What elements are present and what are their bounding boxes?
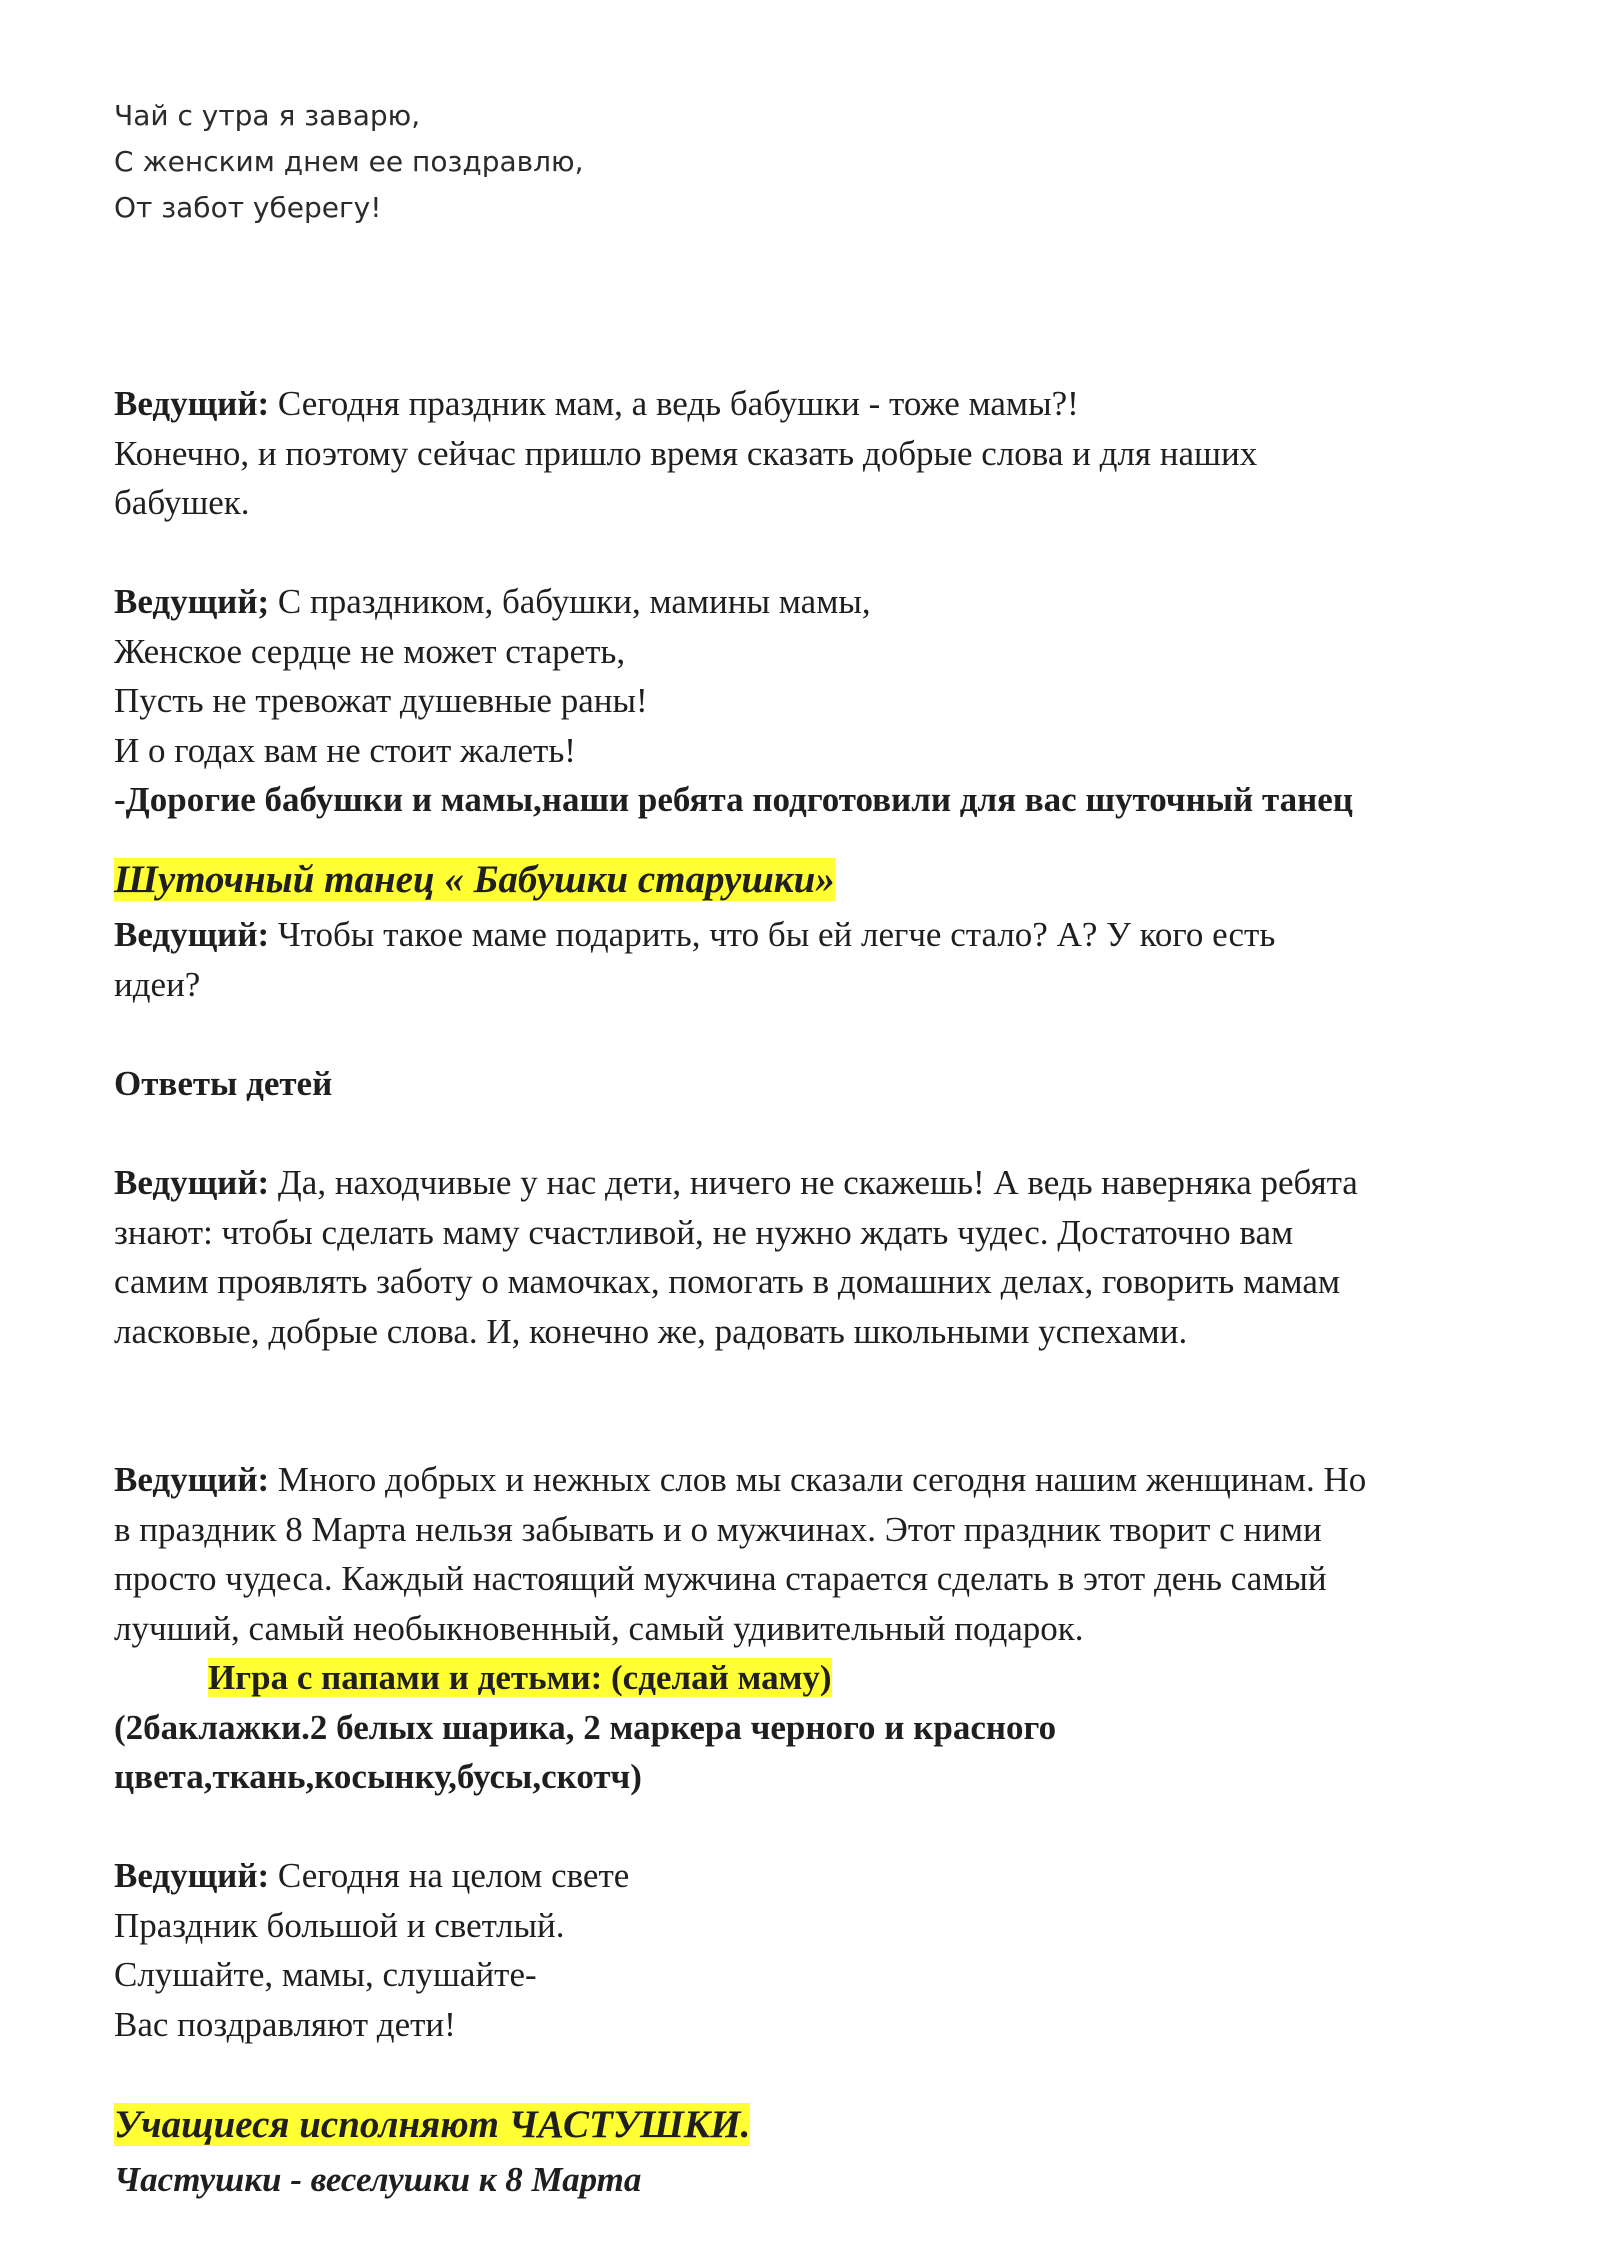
paragraph-text: Сегодня праздник мам, а ведь бабушки - тоже мамы?! <box>269 384 1079 423</box>
speaker-label: Ведущий: <box>114 1460 270 1499</box>
paragraph-text: знают: чтобы сделать маму счастливой, не нужно ждать чудес. Достаточно вам <box>114 1212 1294 1252</box>
paragraph-text: Праздник большой и светлый. <box>114 1905 565 1945</box>
dance-title <box>114 855 1514 905</box>
paragraph-text: самим проявлять заботу о мамочках, помогать в домашних делах, говорить мамам <box>114 1262 1341 1301</box>
paragraph-text: в праздник 8 Марта нельзя забывать и о мужчинах. Этот праздник творит с ними <box>114 1509 1322 1549</box>
game-title: Игра с папами и детьми: (сделай маму) <box>208 1658 832 1697</box>
poem-line: Чай с утра я заварю, <box>114 99 421 132</box>
paragraph-text: Женское сердце не может стареть, <box>114 631 626 671</box>
chastushki-subtitle: Частушки - веселушки к 8 Марта <box>114 2160 642 2199</box>
host-paragraph-5 <box>114 1455 1514 1802</box>
highlighted-heading: Учащиеся исполняют ЧАСТУШКИ. <box>114 2103 751 2146</box>
paragraph-text: Да, находчивые у нас дети, ничего не скажешь! А ведь наверняка ребята <box>269 1163 1358 1202</box>
paragraph-text: С праздником, бабушки, мамины мамы, <box>269 582 871 621</box>
paragraph-text: И о годах вам не стоит жалеть! <box>114 730 576 770</box>
paragraph-text: ласковые, добрые слова. И, конечно же, радовать школьными успехами. <box>114 1311 1188 1351</box>
game-props: цвета,ткань,косынку,бусы,скотч) <box>114 1757 642 1796</box>
host-paragraph-1 <box>114 379 1514 528</box>
paragraph-text: Слушайте, мамы, слушайте- <box>114 1955 537 1994</box>
paragraph-text: бабушек. <box>114 483 250 522</box>
paragraph-text: Чтобы такое маме подарить, что бы ей легче стало? А? У кого есть <box>269 915 1276 954</box>
paragraph-text: Много добрых и нежных слов мы сказали сегодня нашим женщинам. Но <box>269 1460 1367 1499</box>
speaker-label: Ведущий: <box>114 915 270 954</box>
paragraph-text: лучший, самый необыкновенный, самый удивительный подарок. <box>114 1608 1084 1648</box>
poem-line: С женским днем ее поздравлю, <box>114 145 584 178</box>
paragraph-text: Конечно, и поэтому сейчас пришло время сказать добрые слова и для наших <box>114 433 1258 473</box>
paragraph-text: Вас поздравляют дети! <box>114 2004 456 2044</box>
poem-line: От забот уберегу! <box>114 191 382 224</box>
host-paragraph-4 <box>114 1158 1514 1356</box>
speaker-label: Ведущий: <box>114 1856 270 1895</box>
speaker-label: Ведущий; <box>114 582 270 621</box>
game-props: (2баклажки.2 белых шарика, 2 маркера черного и красного <box>114 1707 1057 1747</box>
speaker-label: Ведущий: <box>114 384 270 423</box>
announcement-text: -Дорогие бабушки и мамы,наши ребята подготовили для вас шуточный танец <box>114 780 1353 819</box>
chastushki-title <box>114 2100 1514 2150</box>
host-paragraph-2 <box>114 577 1514 825</box>
speaker-label: Ведущий: <box>114 1163 270 1202</box>
intro-poem <box>114 93 584 231</box>
answers-heading: Ответы детей <box>114 1064 333 1103</box>
paragraph-text: Сегодня на целом свете <box>269 1856 630 1895</box>
host-paragraph-3 <box>114 910 1514 1009</box>
paragraph-text: идеи? <box>114 964 201 1004</box>
paragraph-text: просто чудеса. Каждый настоящий мужчина старается сделать в этот день самый <box>114 1559 1327 1598</box>
paragraph-text: Пусть не тревожат душевные раны! <box>114 681 648 720</box>
host-paragraph-6 <box>114 1851 1514 2049</box>
highlighted-heading: Шуточный танец « Бабушки старушки» <box>114 858 835 901</box>
